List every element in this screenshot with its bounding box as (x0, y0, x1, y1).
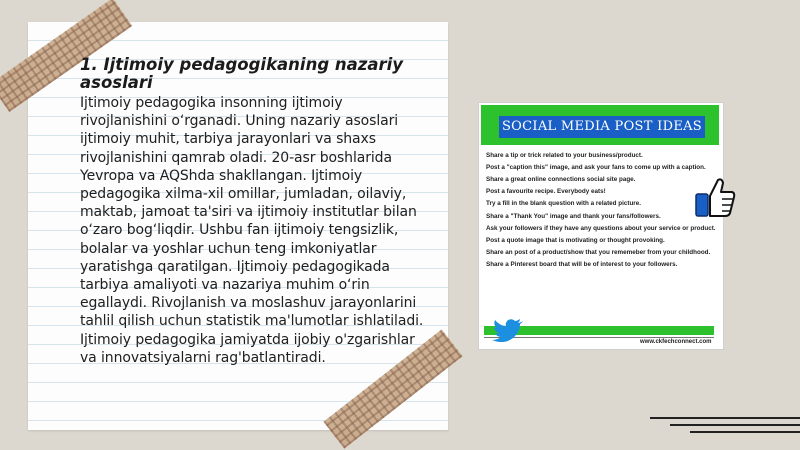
poster-idea-list (486, 147, 716, 269)
decorative-line (670, 424, 800, 426)
poster-idea-item: Share a great online connections social site page. (486, 175, 636, 183)
poster-header (481, 105, 719, 145)
poster-idea-item: Ask your followers if they have any questions about your service or product. (486, 224, 716, 232)
thumbs-up-icon (694, 176, 736, 218)
decorative-lines (640, 415, 800, 435)
social-media-poster-image (478, 102, 724, 350)
poster-idea-item: Post a quote image that is motivating or thought provoking. (486, 236, 665, 244)
poster-url: www.ckfechconnect.com (640, 339, 712, 345)
slide-title: 1. Ijtimoiy pedagogikaning nazariy asoslari (80, 55, 404, 92)
poster-idea-item: Post a favourite recipe. Everybody eats! (486, 188, 606, 196)
poster-idea-item: Share a tip or trick related to your business/product. (486, 151, 643, 159)
slide-body-text: Ijtimoiy pedagogika insonning ijtimoiy rivojlanishini o‘rganadi. Uning nazariy asoslari ijtimoiy muhit, tarbiya jarayonlari va shaxs rivojlanishini qamrab oladi. 20-asr boshlarida Yevropa va AQShda shakllangan. Ijtimoiy pedagogika xilma-xil omillar, jumladan, oilaviy, maktab, jamoat ta'siri va ijtimoiy institutlar bilan o‘zaro bog‘liqdir. Ushbu fan ijtimoiy tengsizlik, bolalar va yoshlar uchun teng imkoniyatlar yaratishga qaratilgan. Ijtimoiy pedagogikada tarbiya amaliyoti va nazariya muhim o‘rin egallaydi. Rivojlanish va moslashuv jarayonlarini tahlil qilish uchun statistik ma'lumotlar ishlatiladi. Ijtimoiy pedagogika jamiyatda ijobiy o'zgarishlar va innovatsiyalarni rag'batlantiradi. (80, 95, 424, 366)
poster-idea-item: Share an post of a product/show that you rememeber from your childhood. (486, 249, 711, 257)
poster-idea-item: Share a "Thank You" image and thank your fans/followers. (486, 212, 661, 220)
twitter-bird-icon (492, 318, 524, 342)
decorative-line (690, 431, 800, 433)
poster-idea-item: Try a fill in the blank question with a related picture. (486, 200, 642, 208)
poster-heading: SOCIAL MEDIA POST IDEAS (499, 116, 705, 138)
poster-idea-item: Post a "caption this" image, and ask your fans to come up with a caption. (486, 163, 706, 171)
poster-idea-item: Share a Pinterest board that will be of interest to your followers. (486, 261, 678, 269)
decorative-line (650, 417, 800, 419)
